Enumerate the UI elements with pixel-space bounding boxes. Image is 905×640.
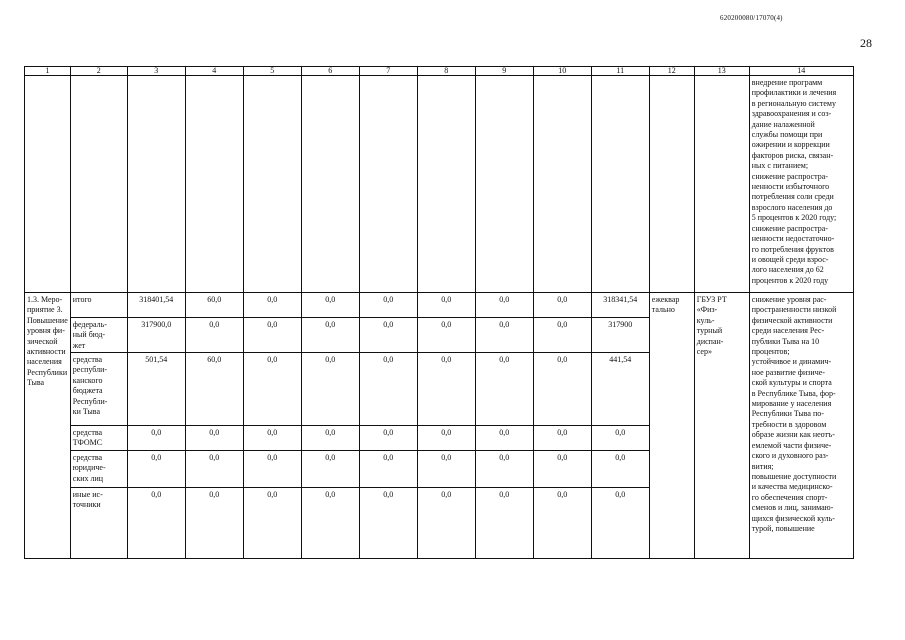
amount-cell: 0,0 <box>185 426 243 451</box>
amount-cell: 317900,0 <box>127 318 185 353</box>
amount-cell: 0,0 <box>359 293 417 318</box>
column-number-5: 5 <box>243 67 301 76</box>
amount-cell: 60,0 <box>185 353 243 426</box>
amount-cell: 0,0 <box>475 488 533 559</box>
funding-row <box>25 293 854 318</box>
amount-cell: 0,0 <box>533 426 591 451</box>
amount-cell: 0,0 <box>475 318 533 353</box>
empty-cell <box>591 76 649 293</box>
amount-cell: 317900 <box>591 318 649 353</box>
column-number-3: 3 <box>127 67 185 76</box>
column-number-12: 12 <box>649 67 694 76</box>
amount-cell: 0,0 <box>417 353 475 426</box>
empty-cell <box>185 76 243 293</box>
column-number-13: 13 <box>694 67 749 76</box>
amount-cell: 0,0 <box>591 426 649 451</box>
page-number: 28 <box>860 36 872 50</box>
empty-cell <box>533 76 591 293</box>
amount-cell: 441,54 <box>591 353 649 426</box>
column-number-2: 2 <box>70 67 127 76</box>
column-number-4: 4 <box>185 67 243 76</box>
empty-cell <box>127 76 185 293</box>
amount-cell: 0,0 <box>359 318 417 353</box>
empty-cell <box>243 76 301 293</box>
amount-cell: 0,0 <box>417 318 475 353</box>
empty-cell <box>475 76 533 293</box>
amount-cell: 0,0 <box>243 353 301 426</box>
empty-cell <box>70 76 127 293</box>
amount-cell: 0,0 <box>243 451 301 488</box>
amount-cell: 0,0 <box>533 353 591 426</box>
continuation-text: внедрение программ профилактики и лечения в региональную систему здравоохранения и соз- дание налаженной службы помощи при ожирении и коррекции факторов риска, связан- ных с питанием; снижение распростра- ненности избыточного потребления соли среди взрослого населения до 5 процентов к 2020 году; снижение распростра- ненности недостаточно- го потребления фруктов и овощей среди взрос- лого населения до 62 процентов к 2020 году <box>749 76 853 293</box>
column-number-row <box>25 67 854 76</box>
amount-cell: 0,0 <box>127 488 185 559</box>
column-number-14: 14 <box>749 67 853 76</box>
amount-cell: 0,0 <box>591 451 649 488</box>
column-number-11: 11 <box>591 67 649 76</box>
amount-cell: 0,0 <box>243 293 301 318</box>
amount-cell: 0,0 <box>475 426 533 451</box>
amount-cell: 0,0 <box>243 426 301 451</box>
amount-cell: 318401,54 <box>127 293 185 318</box>
amount-cell: 0,0 <box>301 488 359 559</box>
amount-cell: 0,0 <box>533 488 591 559</box>
column-number-10: 10 <box>533 67 591 76</box>
amount-cell: 0,0 <box>359 451 417 488</box>
period-cell: ежеквар тально <box>649 293 694 559</box>
empty-cell <box>25 76 71 293</box>
amount-cell: 0,0 <box>417 488 475 559</box>
column-number-8: 8 <box>417 67 475 76</box>
funding-source: средства республи- канского бюджета Республи- ки Тыва <box>70 353 127 426</box>
amount-cell: 60,0 <box>185 293 243 318</box>
funding-source: федераль- ный бюд- жет <box>70 318 127 353</box>
amount-cell: 0,0 <box>417 451 475 488</box>
amount-cell: 0,0 <box>301 318 359 353</box>
funding-source: иные ис- точники <box>70 488 127 559</box>
continuation-row <box>25 76 854 293</box>
amount-cell: 0,0 <box>301 293 359 318</box>
amount-cell: 0,0 <box>185 451 243 488</box>
results-cell: снижение уровня рас- пространенности низкой физической активности среди населения Рес- публики Тыва на 10 процентов; устойчивое и динамич- ное развитие физиче- ской культуры и спорта в Республике Тыва, фор- мирование у населения Республики Тыва по- требности в здоровом образе жизни как неотъ- емлемой части физиче- ского и духовного раз- вития; повышение доступности и качества медицинско- го обеспечения спорт- сменов и лиц, занимаю- щихся физической куль- турой, повышение <box>749 293 853 559</box>
amount-cell: 0,0 <box>591 488 649 559</box>
amount-cell: 0,0 <box>359 353 417 426</box>
empty-cell <box>417 76 475 293</box>
column-number-6: 6 <box>301 67 359 76</box>
column-number-1: 1 <box>25 67 71 76</box>
funding-source: итого <box>70 293 127 318</box>
amount-cell: 0,0 <box>301 353 359 426</box>
empty-cell <box>649 76 694 293</box>
budget-table <box>24 66 854 559</box>
empty-cell <box>301 76 359 293</box>
amount-cell: 501,54 <box>127 353 185 426</box>
column-number-9: 9 <box>475 67 533 76</box>
executor-cell: ГБУЗ РТ «Физ- куль- турный диспан- сер» <box>694 293 749 559</box>
amount-cell: 0,0 <box>243 488 301 559</box>
amount-cell: 0,0 <box>185 318 243 353</box>
amount-cell: 0,0 <box>301 451 359 488</box>
document-code: 620200080/17070(4) <box>720 14 783 22</box>
activity-name: 1.3. Меро- приятие 3. Повышение уровня фи- зической активности населения Республики Тыва <box>25 293 71 559</box>
amount-cell: 0,0 <box>417 426 475 451</box>
empty-cell <box>694 76 749 293</box>
funding-source: средства ТФОМС <box>70 426 127 451</box>
funding-source: средства юридиче- ских лиц <box>70 451 127 488</box>
amount-cell: 0,0 <box>475 451 533 488</box>
amount-cell: 0,0 <box>475 353 533 426</box>
amount-cell: 0,0 <box>533 293 591 318</box>
amount-cell: 0,0 <box>475 293 533 318</box>
amount-cell: 0,0 <box>243 318 301 353</box>
amount-cell: 0,0 <box>127 451 185 488</box>
amount-cell: 0,0 <box>359 488 417 559</box>
amount-cell: 0,0 <box>359 426 417 451</box>
amount-cell: 0,0 <box>417 293 475 318</box>
amount-cell: 0,0 <box>301 426 359 451</box>
column-number-7: 7 <box>359 67 417 76</box>
amount-cell: 0,0 <box>185 488 243 559</box>
amount-cell: 0,0 <box>533 318 591 353</box>
amount-cell: 318341,54 <box>591 293 649 318</box>
amount-cell: 0,0 <box>533 451 591 488</box>
amount-cell: 0,0 <box>127 426 185 451</box>
empty-cell <box>359 76 417 293</box>
